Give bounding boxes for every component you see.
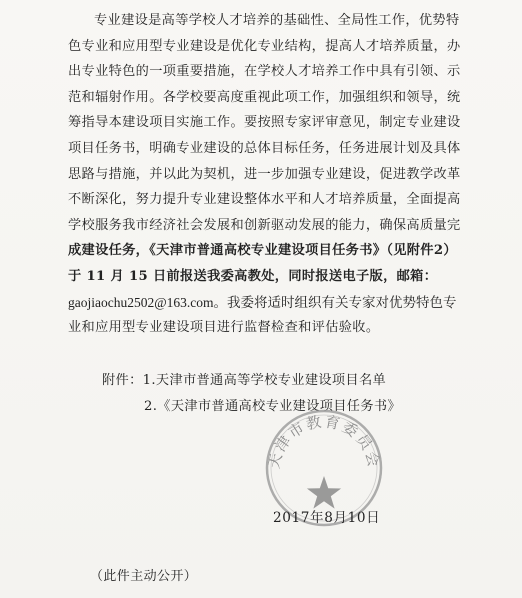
- seal-text-path: 天津市教育委员会: [264, 412, 384, 471]
- attachment-item-2: 2.《天津市普通高校专业建设项目任务书》: [144, 399, 401, 414]
- body-line: 于 11 月 15 日前报送我委高教处，同时报送电子版，邮箱：: [68, 268, 438, 284]
- attachment-item-1: [102, 368, 401, 394]
- body-line: 业和应用型专业建设项目进行监督检查和评估验收。: [68, 320, 380, 336]
- attachment-1-label: 1.天津市普通高等学校专业建设项目名单: [142, 373, 387, 388]
- attachments-heading: 附件：: [102, 373, 143, 388]
- seal-text: [265, 412, 384, 470]
- body-line: 出专业特色的一项重要措施，在学校人才培养工作中具有引领、示: [68, 64, 461, 80]
- body-line: 学校服务我市经济社会发展和创新驱动发展的能力，确保高质量完: [68, 217, 461, 233]
- body-line: 色专业和应用型专业建设是优化专业结构，提高人才培养质量，办: [68, 38, 461, 54]
- body-line: 专业建设是高等学校人才培养的基础性、全局性工作，优势特: [94, 13, 460, 28]
- body-line: 范和辐射作用。各学校要高度重视此项工作，加强组织和领导，统: [68, 89, 461, 105]
- body-line: 项目任务书，明确专业建设的总体目标任务，任务进展计划及具体: [68, 140, 461, 156]
- star-icon: [307, 476, 341, 509]
- body-line-email: gaojiaochu2502@163.com。我委将适时组织有关专家对优势特色专: [68, 294, 457, 310]
- body-line: 筹指导本建设项目实施工作。要按照专家评审意见，制定专业建设: [68, 115, 461, 131]
- publication-notice: （此件主动公开）: [90, 569, 198, 584]
- body-text: [68, 8, 472, 341]
- body-line: 思路与措施，并以此为契机，进一步加强专业建设，促进教学改革: [68, 166, 461, 182]
- body-line: 成建设任务，《天津市普通高校专业建设项目任务书》（见附件2）: [68, 243, 457, 259]
- body-line: 不断深化，努力提升专业建设整体水平和人才培养质量，全面提高: [68, 192, 461, 208]
- document-date: 2017年8月10日: [273, 510, 381, 526]
